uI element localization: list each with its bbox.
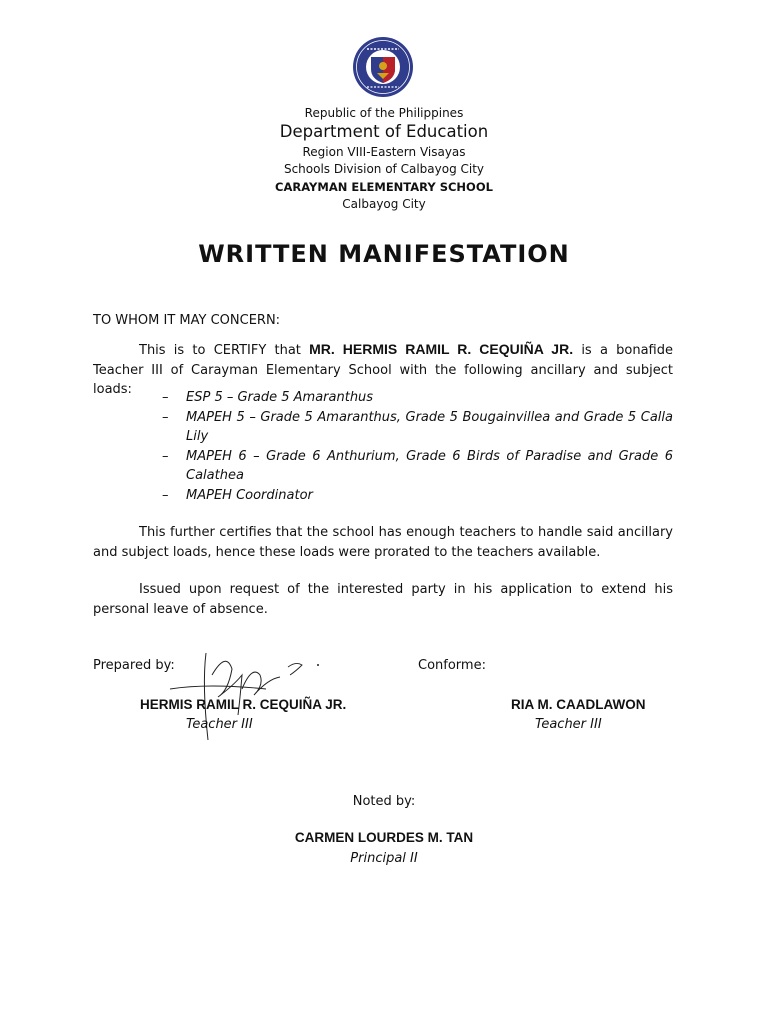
deped-seal-icon xyxy=(343,35,423,99)
certify-prefix: This is to CERTIFY that xyxy=(139,343,310,358)
noted-by-name: CARMEN LOURDES M. TAN xyxy=(294,830,474,845)
document-title: WRITTEN MANIFESTATION xyxy=(198,240,570,268)
load-text: MAPEH 6 – Grade 6 Anthurium, Grade 6 Birds of Paradise and Grade 6 Calathea xyxy=(186,448,673,483)
salutation: TO WHOM IT MAY CONCERN: xyxy=(93,313,281,328)
city-line: Calbayog City xyxy=(342,197,426,211)
conforme-name: RIA M. CAADLAWON xyxy=(511,697,646,712)
noted-by-label: Noted by: xyxy=(352,794,416,809)
certify-suffix: is a bonafide Teacher III of Carayman Elementary School with the following ancillary and subject loads: xyxy=(93,343,673,397)
conforme-position: Teacher III xyxy=(535,717,602,732)
issued-paragraph: Issued upon request of the interested party in his application to extend his personal leave of absence. xyxy=(93,582,673,617)
list-item: – MAPEH Coordinator xyxy=(162,487,313,503)
load-text: MAPEH 5 – Grade 5 Amaranthus, Grade 5 Bougainvillea and Grade 5 Calla Lily xyxy=(186,409,673,444)
department-name: Department of Education xyxy=(279,122,489,141)
load-text: ESP 5 – Grade 5 Amaranthus xyxy=(186,390,374,405)
republic-line: Republic of the Philippines xyxy=(304,106,464,120)
school-name: CARAYMAN ELEMENTARY SCHOOL xyxy=(275,180,493,194)
prepared-by-position: Teacher III xyxy=(186,717,253,732)
noted-by-position: Principal II xyxy=(350,851,418,866)
conforme-label: Conforme: xyxy=(418,658,486,673)
list-item: – ESP 5 – Grade 5 Amaranthus xyxy=(162,390,374,405)
loads-list xyxy=(160,388,673,505)
list-item: – MAPEH 6 – Grade 6 Anthurium, Grade 6 Birds of Paradise and Grade 6 Calathea xyxy=(162,448,673,483)
division-line: Schools Division of Calbayog City xyxy=(283,162,485,176)
list-item: – MAPEH 5 – Grade 5 Amaranthus, Grade 5 Bougainvillea and Grade 5 Calla Lily xyxy=(162,409,673,444)
further-paragraph: This further certifies that the school has enough teachers to handle said ancillary and subject loads, hence these loads were prorated to the teachers available. xyxy=(93,525,673,560)
load-text: MAPEH Coordinator xyxy=(186,487,313,503)
certified-teacher-name: MR. HERMIS RAMIL R. CEQUIÑA JR. xyxy=(309,341,574,357)
prepared-by-label: Prepared by: xyxy=(93,658,175,673)
region-line: Region VIII-Eastern Visayas xyxy=(302,145,466,159)
prepared-by-name: HERMIS RAMIL R. CEQUIÑA JR. xyxy=(140,697,347,712)
